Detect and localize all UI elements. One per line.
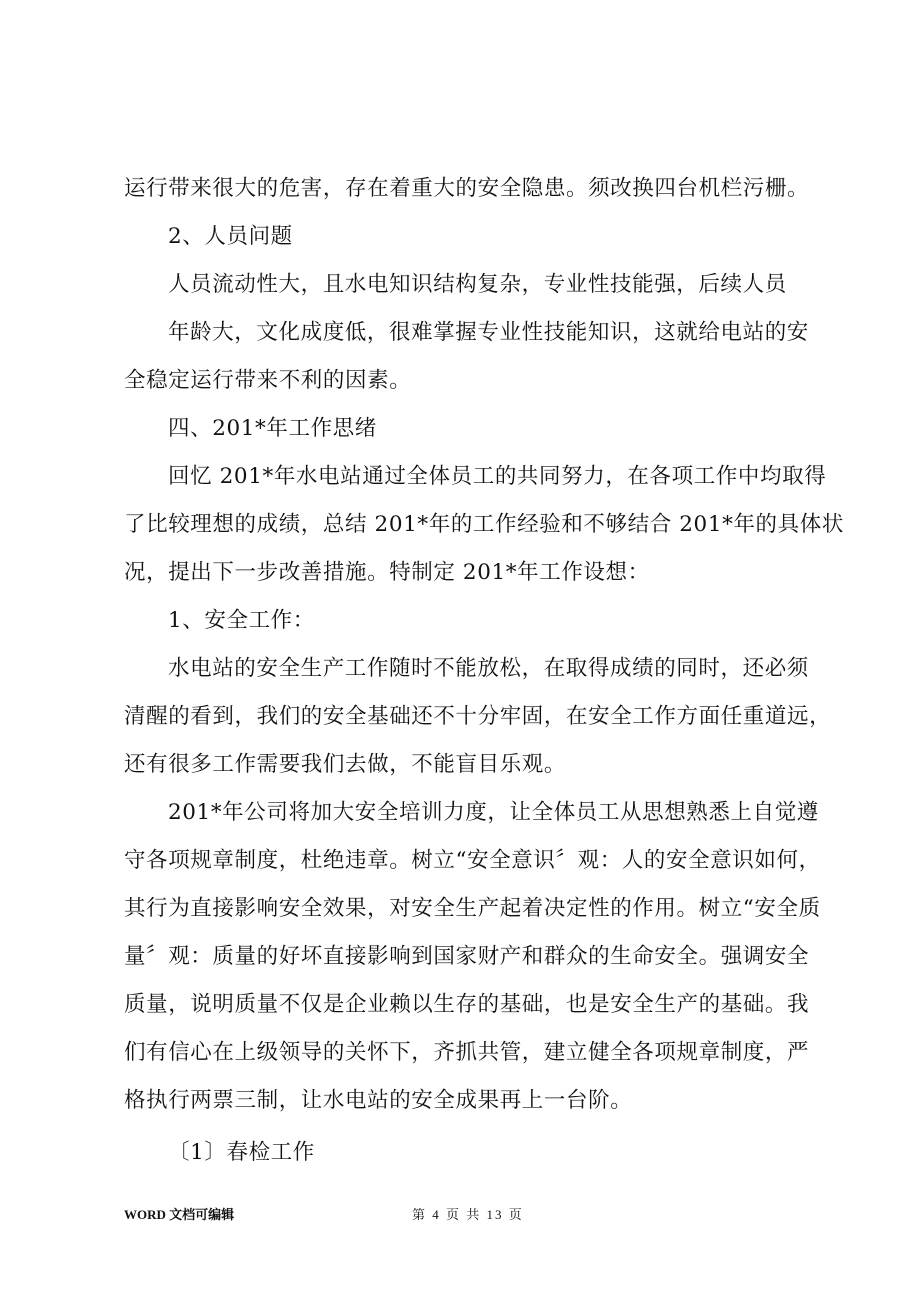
text-line-5: 全稳定运行带来不利的因素。 [124,368,412,393]
text-line-1: 运行带来很大的危害，存在着重大的安全隐患。须改换四台机栏污栅。 [124,176,810,201]
text-line-4: 年龄大，文化成度低，很难掌握专业性技能知识，这就给电站的安 [168,320,809,345]
text-line-18: 质量，说明质量不仅是企业赖以生存的基础，也是安全生产的基础。我 [124,992,810,1017]
text-line-7: 回忆 201*年水电站通过全体员工的共同努力，在各项工作中均取得 [168,464,827,489]
footer-editable-note: WORD 文档可编辑 [124,1207,235,1222]
text-line-19: 们有信心在上级领导的关怀下，齐抓共管，建立健全各项规章制度，严 [124,1040,810,1065]
text-line-13: 还有很多工作需要我们去做，不能盲目乐观。 [124,752,567,777]
footer-page-number: 第 4 页 共 13 页 [412,1207,524,1222]
text-line-3: 人员流动性大，且水电知识结构复杂，专业性技能强，后续人员 [168,272,787,297]
text-line-11: 水电站的安全生产工作随时不能放松，在取得成绩的同时，还必须 [168,656,809,681]
text-line-16: 其行为直接影响安全效果，对安全生产起着决定性的作用。树立“安全质 [124,896,821,921]
section-heading-safety-work: 1、安全工作： [168,608,315,633]
text-line-15: 守各项规章制度，杜绝违章。树立“安全意识〞观：人的安全意识如何， [124,848,821,873]
text-line-12: 清醒的看到，我们的安全基础还不十分牢固，在安全工作方面任重道远， [124,704,832,729]
text-line-17: 量〞观：质量的好坏直接影响到国家财产和群众的生命安全。强调安全 [124,944,810,969]
subheading-spring-inspection: 〔1〕春检工作 [168,1140,315,1165]
section-heading-work-ideas: 四、201*年工作思绪 [168,416,377,441]
text-line-9: 况，提出下一步改善措施。特制定 201*年工作设想： [124,560,650,585]
text-line-14: 201*年公司将加大安全培训力度，让全体员工从思想熟悉上自觉遵 [168,800,819,825]
section-heading-personnel: 2、人员问题 [168,224,293,249]
text-line-8: 了比较理想的成绩，总结 201*年的工作经验和不够结合 201*年的具体状 [124,512,844,537]
text-line-20: 格执行两票三制，让水电站的安全成果再上一台阶。 [124,1088,633,1113]
